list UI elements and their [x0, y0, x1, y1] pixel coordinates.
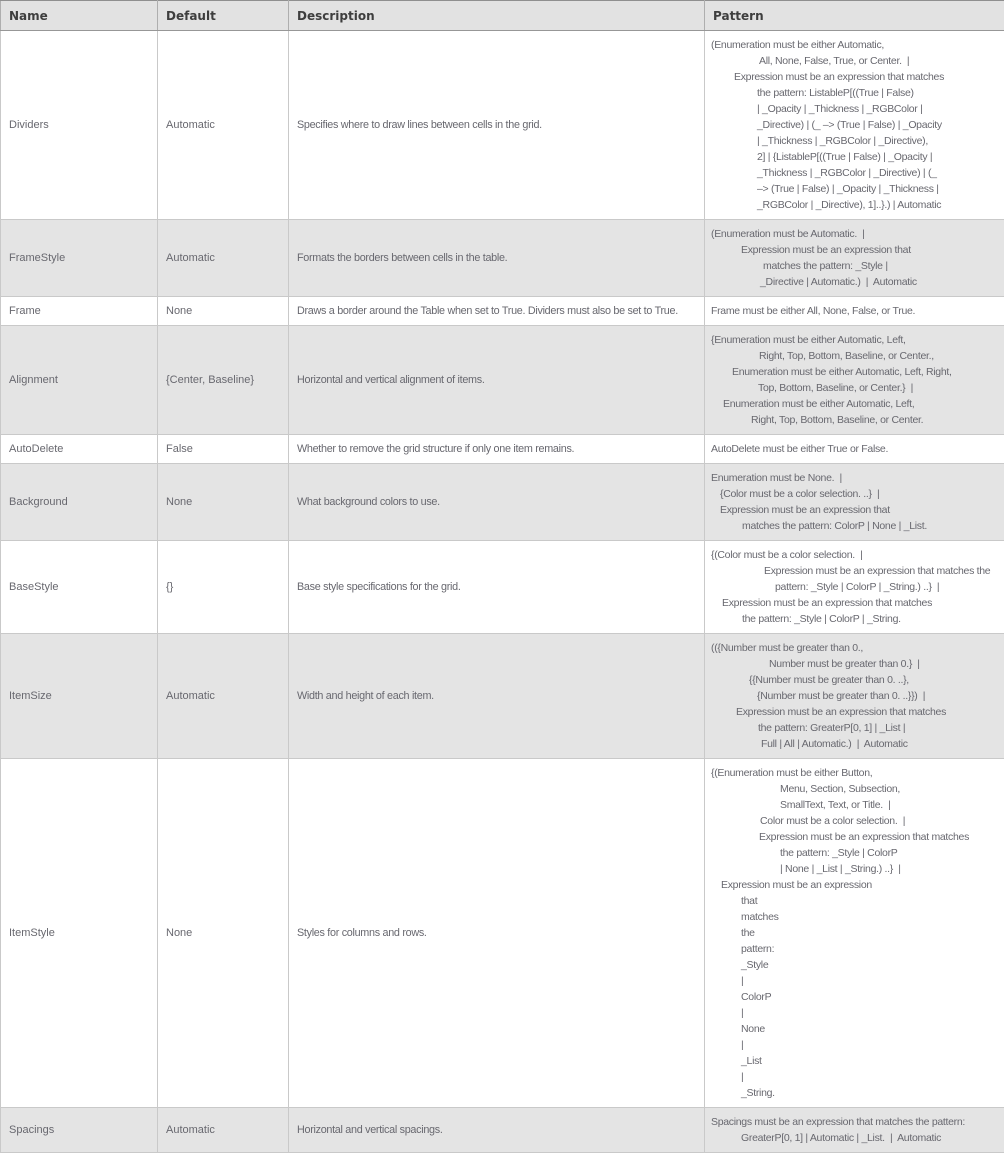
pattern-line: the pattern: _Style | ColorP — [711, 845, 998, 861]
pattern-line: Spacings must be an expression that matches the pattern: — [711, 1114, 998, 1130]
pattern-cell — [705, 759, 1004, 1108]
pattern-line: _Style — [711, 957, 998, 973]
description-cell: Specifies where to draw lines between cells in the grid. — [289, 31, 705, 220]
pattern-line: Right, Top, Bottom, Baseline, or Center. — [711, 412, 998, 428]
pattern-line: Expression must be an expression that matches — [711, 829, 998, 845]
table-row-framestyle — [1, 220, 1004, 297]
table-row-autodelete — [1, 435, 1004, 464]
pattern-line: {(Enumeration must be either Button, — [711, 765, 998, 781]
default-cell: {Center, Baseline} — [158, 326, 289, 435]
pattern-line: | None | _List | _String.) ..} | — [711, 861, 998, 877]
column-header-description: Description — [289, 1, 705, 31]
pattern-line: Menu, Section, Subsection, — [711, 781, 998, 797]
pattern-line: matches — [711, 909, 998, 925]
name-cell: Spacings — [1, 1108, 158, 1153]
table-row-itemsize — [1, 634, 1004, 759]
default-cell: None — [158, 464, 289, 541]
pattern-line: Frame must be either All, None, False, or True. — [711, 303, 998, 319]
pattern-line: AutoDelete must be either True or False. — [711, 441, 998, 457]
table-row-frame — [1, 297, 1004, 326]
name-cell: AutoDelete — [1, 435, 158, 464]
description-cell: Horizontal and vertical alignment of items. — [289, 326, 705, 435]
default-cell: Automatic — [158, 220, 289, 297]
pattern-line: _Thickness | _RGBColor | _Directive) | (_ — [711, 165, 998, 181]
pattern-line: _List — [711, 1053, 998, 1069]
table-row-basestyle — [1, 541, 1004, 634]
pattern-line: Enumeration must be either Automatic, Left, Right, — [711, 364, 998, 380]
name-cell: BaseStyle — [1, 541, 158, 634]
pattern-line: –> (True | False) | _Opacity | _Thickness | — [711, 181, 998, 197]
pattern-line: | _Opacity | _Thickness | _RGBColor | — [711, 101, 998, 117]
pattern-line: _String. — [711, 1085, 998, 1101]
pattern-cell — [705, 435, 1004, 464]
default-cell: {} — [158, 541, 289, 634]
pattern-line: (Enumeration must be either Automatic, — [711, 37, 998, 53]
description-cell: Formats the borders between cells in the table. — [289, 220, 705, 297]
pattern-line: _RGBColor | _Directive), 1]..}.) | Automatic — [711, 197, 998, 213]
pattern-cell — [705, 31, 1004, 220]
pattern-line: All, None, False, True, or Center. | — [711, 53, 998, 69]
pattern-line: _Directive | Automatic.) | Automatic — [711, 274, 998, 290]
name-cell: FrameStyle — [1, 220, 158, 297]
name-cell: Frame — [1, 297, 158, 326]
pattern-line: _Directive) | (_ –> (True | False) | _Opacity — [711, 117, 998, 133]
pattern-line: the — [711, 925, 998, 941]
description-cell: Horizontal and vertical spacings. — [289, 1108, 705, 1153]
pattern-line: | — [711, 1069, 998, 1085]
table-row-alignment — [1, 326, 1004, 435]
description-cell: Base style specifications for the grid. — [289, 541, 705, 634]
pattern-line: | _Thickness | _RGBColor | _Directive), — [711, 133, 998, 149]
description-cell: Whether to remove the grid structure if only one item remains. — [289, 435, 705, 464]
pattern-line: the pattern: ListableP[((True | False) — [711, 85, 998, 101]
description-cell: Draws a border around the Table when set to True. Dividers must also be set to True. — [289, 297, 705, 326]
description-cell: Styles for columns and rows. — [289, 759, 705, 1108]
pattern-line: | — [711, 1037, 998, 1053]
pattern-line: Expression must be an expression that matches — [711, 69, 998, 85]
column-header-default: Default — [158, 1, 289, 31]
table-row-dividers — [1, 31, 1004, 220]
default-cell: False — [158, 435, 289, 464]
table-header — [1, 1, 1004, 31]
column-header-pattern: Pattern — [705, 1, 1004, 31]
pattern-line: Full | All | Automatic.) | Automatic — [711, 736, 998, 752]
pattern-line: (({Number must be greater than 0., — [711, 640, 998, 656]
pattern-line: Color must be a color selection. | — [711, 813, 998, 829]
default-cell: None — [158, 297, 289, 326]
default-cell: Automatic — [158, 634, 289, 759]
pattern-line: ColorP — [711, 989, 998, 1005]
pattern-line: pattern: — [711, 941, 998, 957]
pattern-line: 2] | {ListableP[((True | False) | _Opacity | — [711, 149, 998, 165]
default-cell: Automatic — [158, 31, 289, 220]
pattern-line: {(Color must be a color selection. | — [711, 547, 998, 563]
pattern-line: matches the pattern: _Style | — [711, 258, 998, 274]
pattern-cell — [705, 326, 1004, 435]
pattern-line: {Number must be greater than 0. ..}}) | — [711, 688, 998, 704]
pattern-cell — [705, 541, 1004, 634]
pattern-cell — [705, 634, 1004, 759]
pattern-line: matches the pattern: ColorP | None | _List. — [711, 518, 998, 534]
pattern-line: | — [711, 973, 998, 989]
header-row — [1, 1, 1004, 31]
pattern-line: {Enumeration must be either Automatic, Left, — [711, 332, 998, 348]
pattern-line: Enumeration must be None. | — [711, 470, 998, 486]
name-cell: ItemStyle — [1, 759, 158, 1108]
pattern-line: | — [711, 1005, 998, 1021]
pattern-line: Expression must be an expression that matches — [711, 595, 998, 611]
default-cell: Automatic — [158, 1108, 289, 1153]
pattern-line: None — [711, 1021, 998, 1037]
pattern-line: Expression must be an expression — [711, 877, 998, 893]
pattern-line: Top, Bottom, Baseline, or Center.} | — [711, 380, 998, 396]
pattern-line: SmallText, Text, or Title. | — [711, 797, 998, 813]
pattern-line: Expression must be an expression that matches the — [711, 563, 998, 579]
default-cell: None — [158, 759, 289, 1108]
name-cell: Background — [1, 464, 158, 541]
name-cell: ItemSize — [1, 634, 158, 759]
pattern-cell — [705, 220, 1004, 297]
pattern-cell — [705, 297, 1004, 326]
description-cell: What background colors to use. — [289, 464, 705, 541]
pattern-line: Number must be greater than 0.} | — [711, 656, 998, 672]
table-row-background — [1, 464, 1004, 541]
pattern-line: {Color must be a color selection. ..} | — [711, 486, 998, 502]
pattern-line: Expression must be an expression that matches — [711, 704, 998, 720]
pattern-line: that — [711, 893, 998, 909]
description-cell: Width and height of each item. — [289, 634, 705, 759]
pattern-line: Expression must be an expression that — [711, 242, 998, 258]
name-cell: Alignment — [1, 326, 158, 435]
column-header-name: Name — [1, 1, 158, 31]
pattern-line: Right, Top, Bottom, Baseline, or Center., — [711, 348, 998, 364]
pattern-line: (Enumeration must be Automatic. | — [711, 226, 998, 242]
pattern-line: GreaterP[0, 1] | Automatic | _List. | Automatic — [711, 1130, 998, 1146]
pattern-cell — [705, 464, 1004, 541]
table-body — [1, 31, 1004, 1153]
pattern-line: Enumeration must be either Automatic, Left, — [711, 396, 998, 412]
name-cell: Dividers — [1, 31, 158, 220]
pattern-line: the pattern: _Style | ColorP | _String. — [711, 611, 998, 627]
pattern-line: {{Number must be greater than 0. ..}, — [711, 672, 998, 688]
table-row-itemstyle — [1, 759, 1004, 1108]
pattern-line: the pattern: GreaterP[0, 1] | _List | — [711, 720, 998, 736]
pattern-line: pattern: _Style | ColorP | _String.) ..} | — [711, 579, 998, 595]
pattern-line: Expression must be an expression that — [711, 502, 998, 518]
